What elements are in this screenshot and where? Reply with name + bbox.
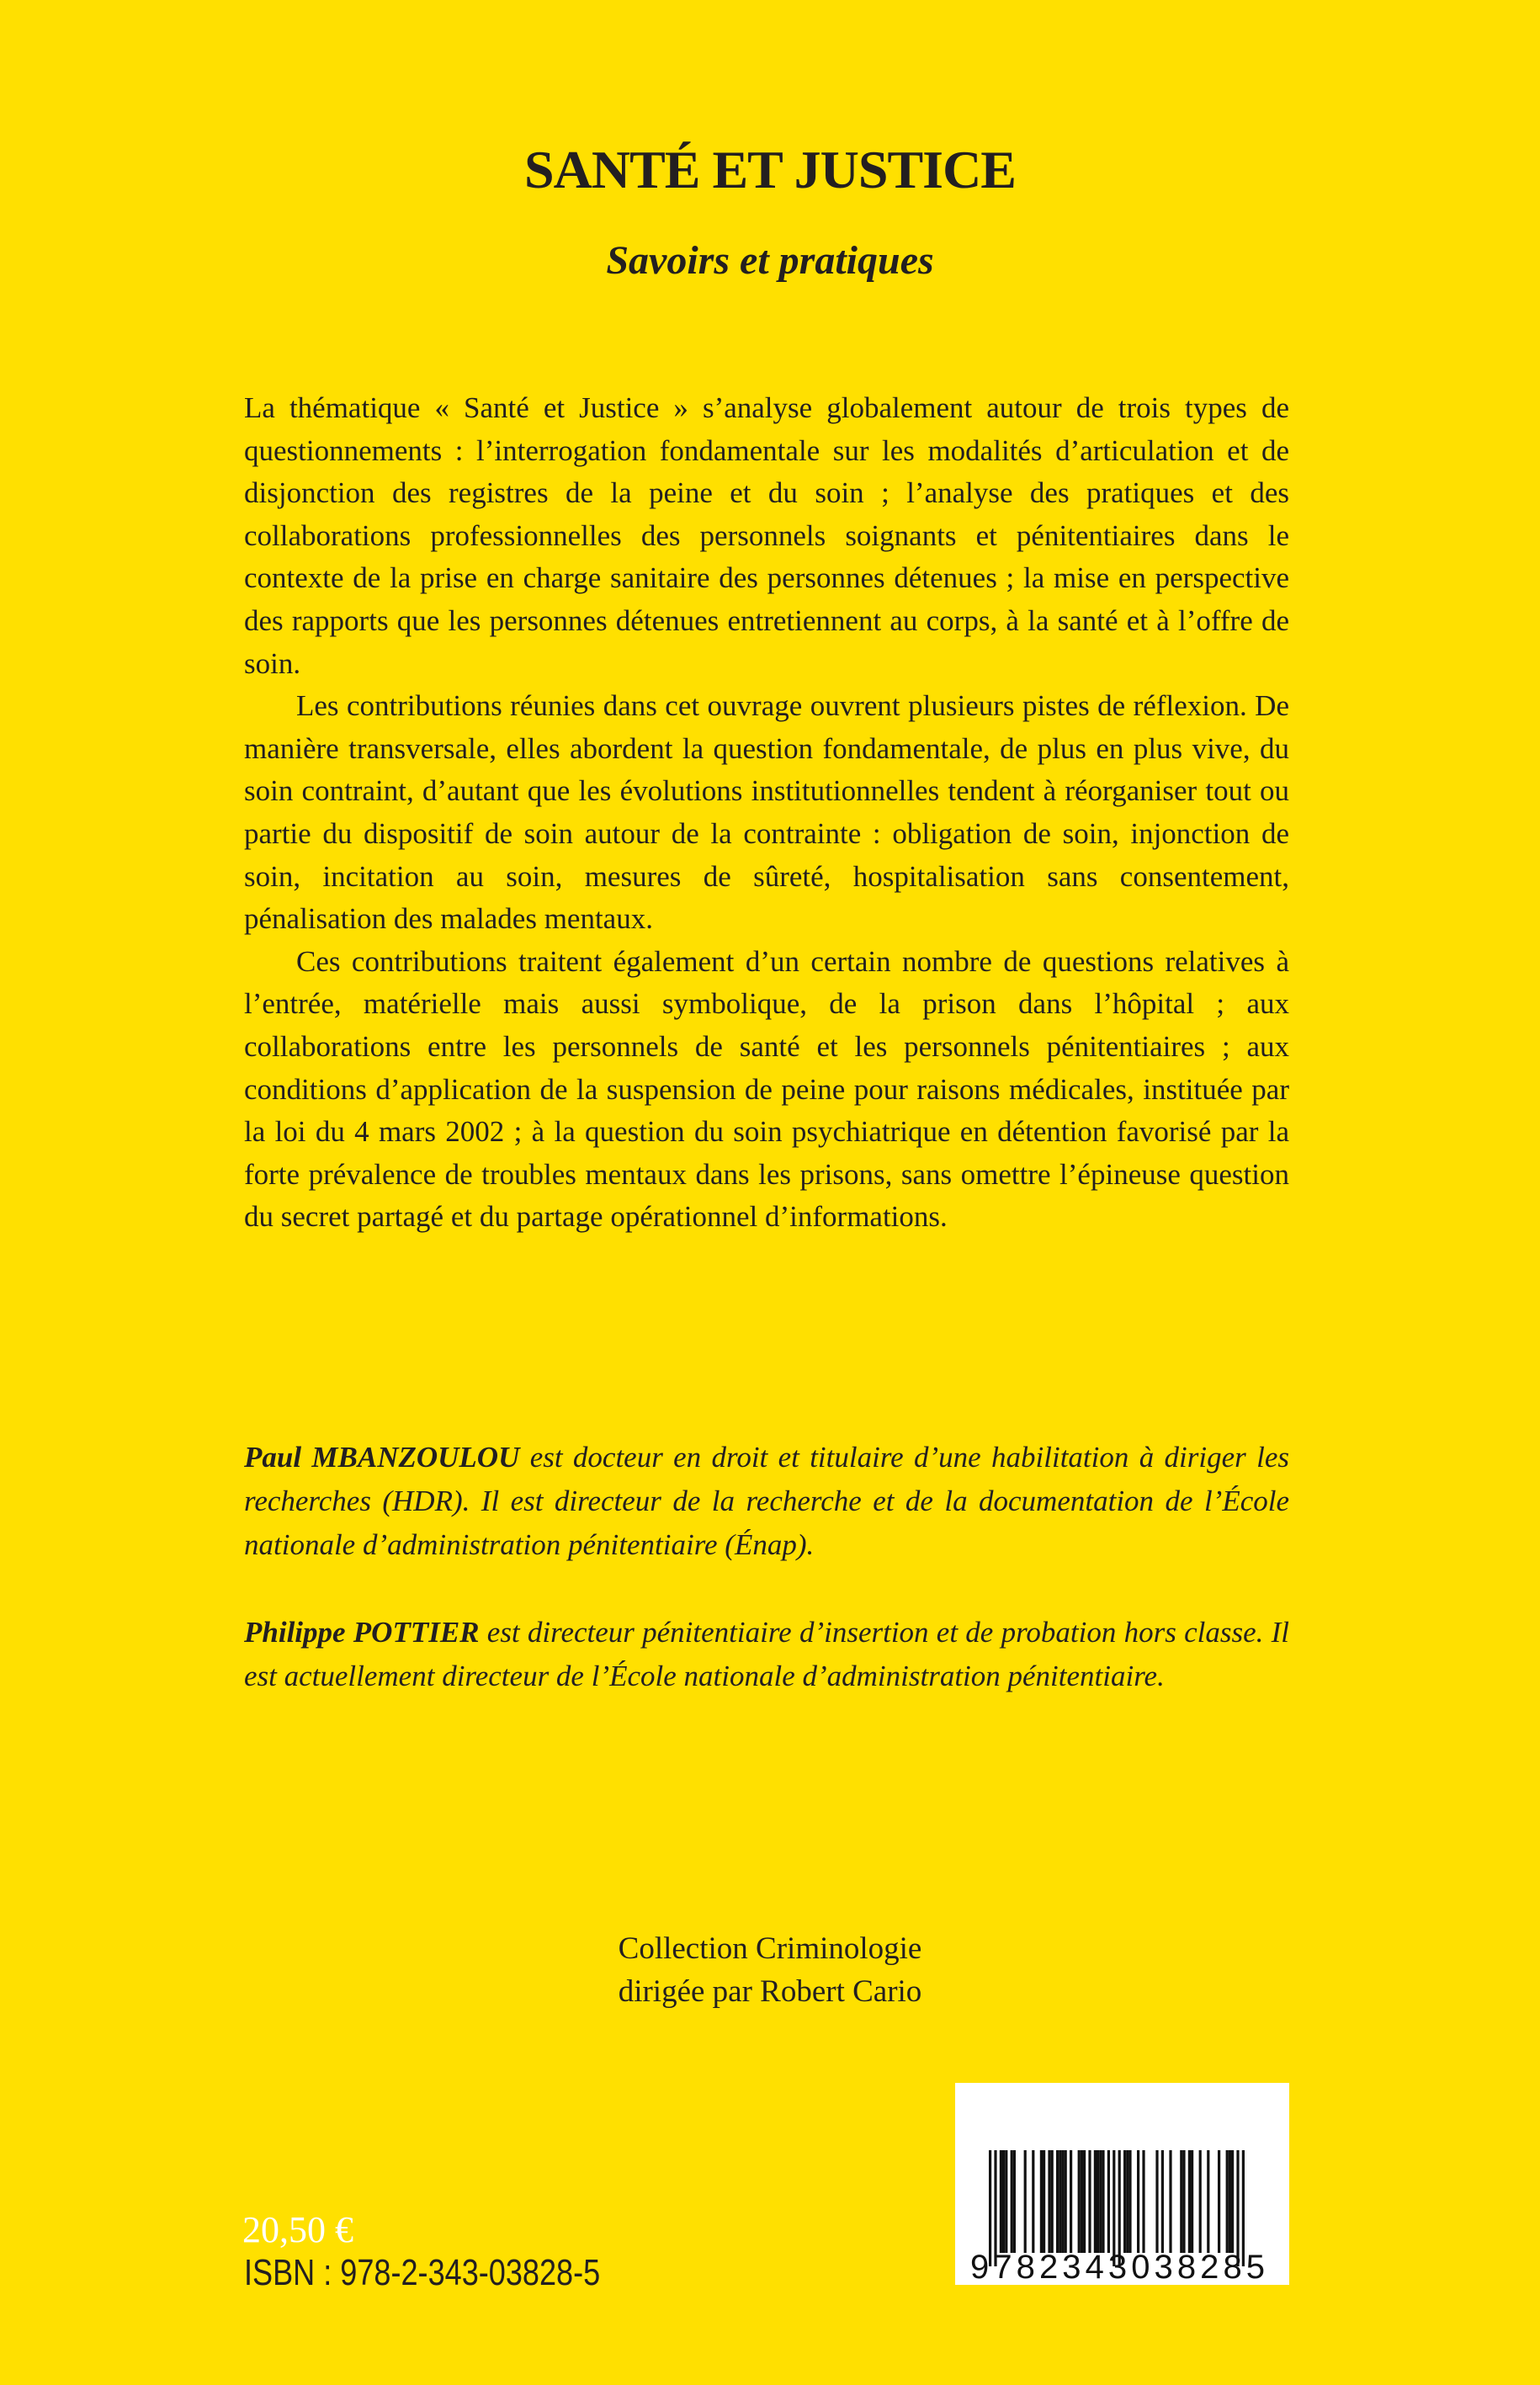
barcode-bar (1065, 2150, 1067, 2253)
author-bios (244, 1436, 1289, 1742)
barcode-bar (1013, 2150, 1016, 2253)
collection-name: Collection Criminologie (618, 1931, 922, 1966)
barcode-bar (1226, 2150, 1229, 2253)
barcode-bar (1231, 2150, 1234, 2253)
barcode-bar (1070, 2150, 1072, 2253)
barcode-bar (1199, 2150, 1202, 2253)
barcode-bar (1051, 2150, 1054, 2253)
book-subtitle: Savoirs et pratiques (606, 238, 934, 283)
barcode-digits: 9782343038285 (970, 2249, 1265, 2285)
book-title: SANTÉ ET JUSTICE (524, 140, 1016, 199)
barcode-bar (1218, 2150, 1220, 2253)
collection-info (0, 1927, 1540, 2013)
author-name: Philippe POTTIER (244, 1616, 480, 1649)
barcode-bar (1061, 2150, 1064, 2253)
barcode-bar (1229, 2150, 1231, 2253)
barcode (955, 2083, 1289, 2285)
barcode-bar (1043, 2150, 1045, 2253)
barcode-bar (1142, 2150, 1144, 2253)
collection-director: dirigée par Robert Cario (618, 1974, 922, 2009)
barcode-bar (1123, 2150, 1126, 2253)
barcode-bar (1180, 2150, 1182, 2253)
barcode-graphic (955, 2083, 1289, 2285)
barcode-bar (1024, 2150, 1027, 2253)
isbn: ISBN : 978-2-343-03828-5 (244, 2252, 601, 2293)
barcode-bar (1169, 2150, 1171, 2253)
barcode-bar (1040, 2150, 1043, 2253)
barcode-bar (1059, 2150, 1061, 2253)
barcode-bar (1011, 2150, 1013, 2253)
author-name: Paul MBANZOULOU (244, 1441, 520, 1474)
barcode-bar (1078, 2150, 1081, 2253)
barcode-bar (1126, 2150, 1128, 2253)
barcode-bar (1081, 2150, 1083, 2253)
barcode-bar (1002, 2150, 1005, 2253)
barcode-bar (1048, 2150, 1050, 2253)
author-description: est docteur en droit et titulaire d’une habilitation à diriger les recherches (HDR). Il est directeur de la recherche et de la documentation de l’École nationale d’administration pénitentiaire (Énap). (244, 1441, 1289, 1561)
summary-paragraph: Les contributions réunies dans cet ouvrage ouvrent plusieurs pistes de réflexion. De manière transversale, elles abordent la question fondamentale, de plus en plus vive, du soin contraint, d’autant que les évolutions institutionnelles tendent à réorganiser tout ou partie du dispositif de soin autour de la contrainte : obligation de soin, injonction de soin, incitation au soin, mesures de sûreté, hospitalisation sans consentement, pénalisation des malades mentaux. (244, 689, 1289, 936)
barcode-bar (1083, 2150, 1086, 2253)
barcode-bar (1032, 2150, 1034, 2253)
summary-paragraph: Ces contributions traitent également d’un certain nombre de questions relatives à l’entrée, matérielle mais aussi symbolique, de la prison dans l’hôpital ; aux collaborations entre les personnels de santé et les personnels pénitentiaires ; aux conditions d’application de la suspension de peine pour raisons médicales, instituée par la loi du 4 mars 2002 ; à la question du soin psychiatrique en détention favorisé par la forte prévalence de troubles mentaux dans les prisons, sans omettre l’épineuse question du secret partagé et du partage opérationnel d’informations. (244, 944, 1289, 1234)
barcode-bar (1097, 2150, 1099, 2253)
summary-paragraph: La thématique « Santé et Justice » s’analyse globalement autour de trois types de questionnements : l’interrogation fondamentale sur les modalités d’articulation et de disjonction des registres de la peine et du soin ; l’analyse des pratiques et des collaborations professionnelles des personnels soignants et pénitentiaires dans le contexte de la prise en charge sanitaire des personnes détenues ; la mise en perspective des rapports que les personnes détenues entretiennent au corps, à la santé et à l’offre de soin. (244, 391, 1289, 680)
barcode-bar (1056, 2150, 1059, 2253)
summary-text (244, 387, 1289, 1239)
barcode-bar (1137, 2150, 1139, 2253)
barcode-bar (1099, 2150, 1102, 2253)
barcode-bar (1207, 2150, 1209, 2253)
author-bio (244, 1611, 1289, 1698)
barcode-bar (1000, 2150, 1002, 2253)
barcode-bar (1094, 2150, 1097, 2253)
barcode-bar (1191, 2150, 1193, 2253)
barcode-bar (1088, 2150, 1091, 2253)
barcode-bar (1182, 2150, 1185, 2253)
author-bio (244, 1436, 1289, 1567)
barcode-bar (1128, 2150, 1131, 2253)
barcode-bar (1107, 2150, 1110, 2253)
barcode-bar (989, 2150, 991, 2266)
price: 20,50 € (242, 2209, 353, 2250)
barcode-bar (1188, 2150, 1191, 2253)
barcode-bar (1102, 2150, 1104, 2253)
barcode-bar (1242, 2150, 1245, 2266)
barcode-bar (1161, 2150, 1164, 2253)
barcode-bar (1005, 2150, 1007, 2253)
barcode-bar (1155, 2150, 1158, 2253)
author-description: est directeur pénitentiaire d’insertion et de probation hors classe. Il est actuellement directeur de l’École nationale d’administration pénitentiaire. (244, 1616, 1289, 1692)
